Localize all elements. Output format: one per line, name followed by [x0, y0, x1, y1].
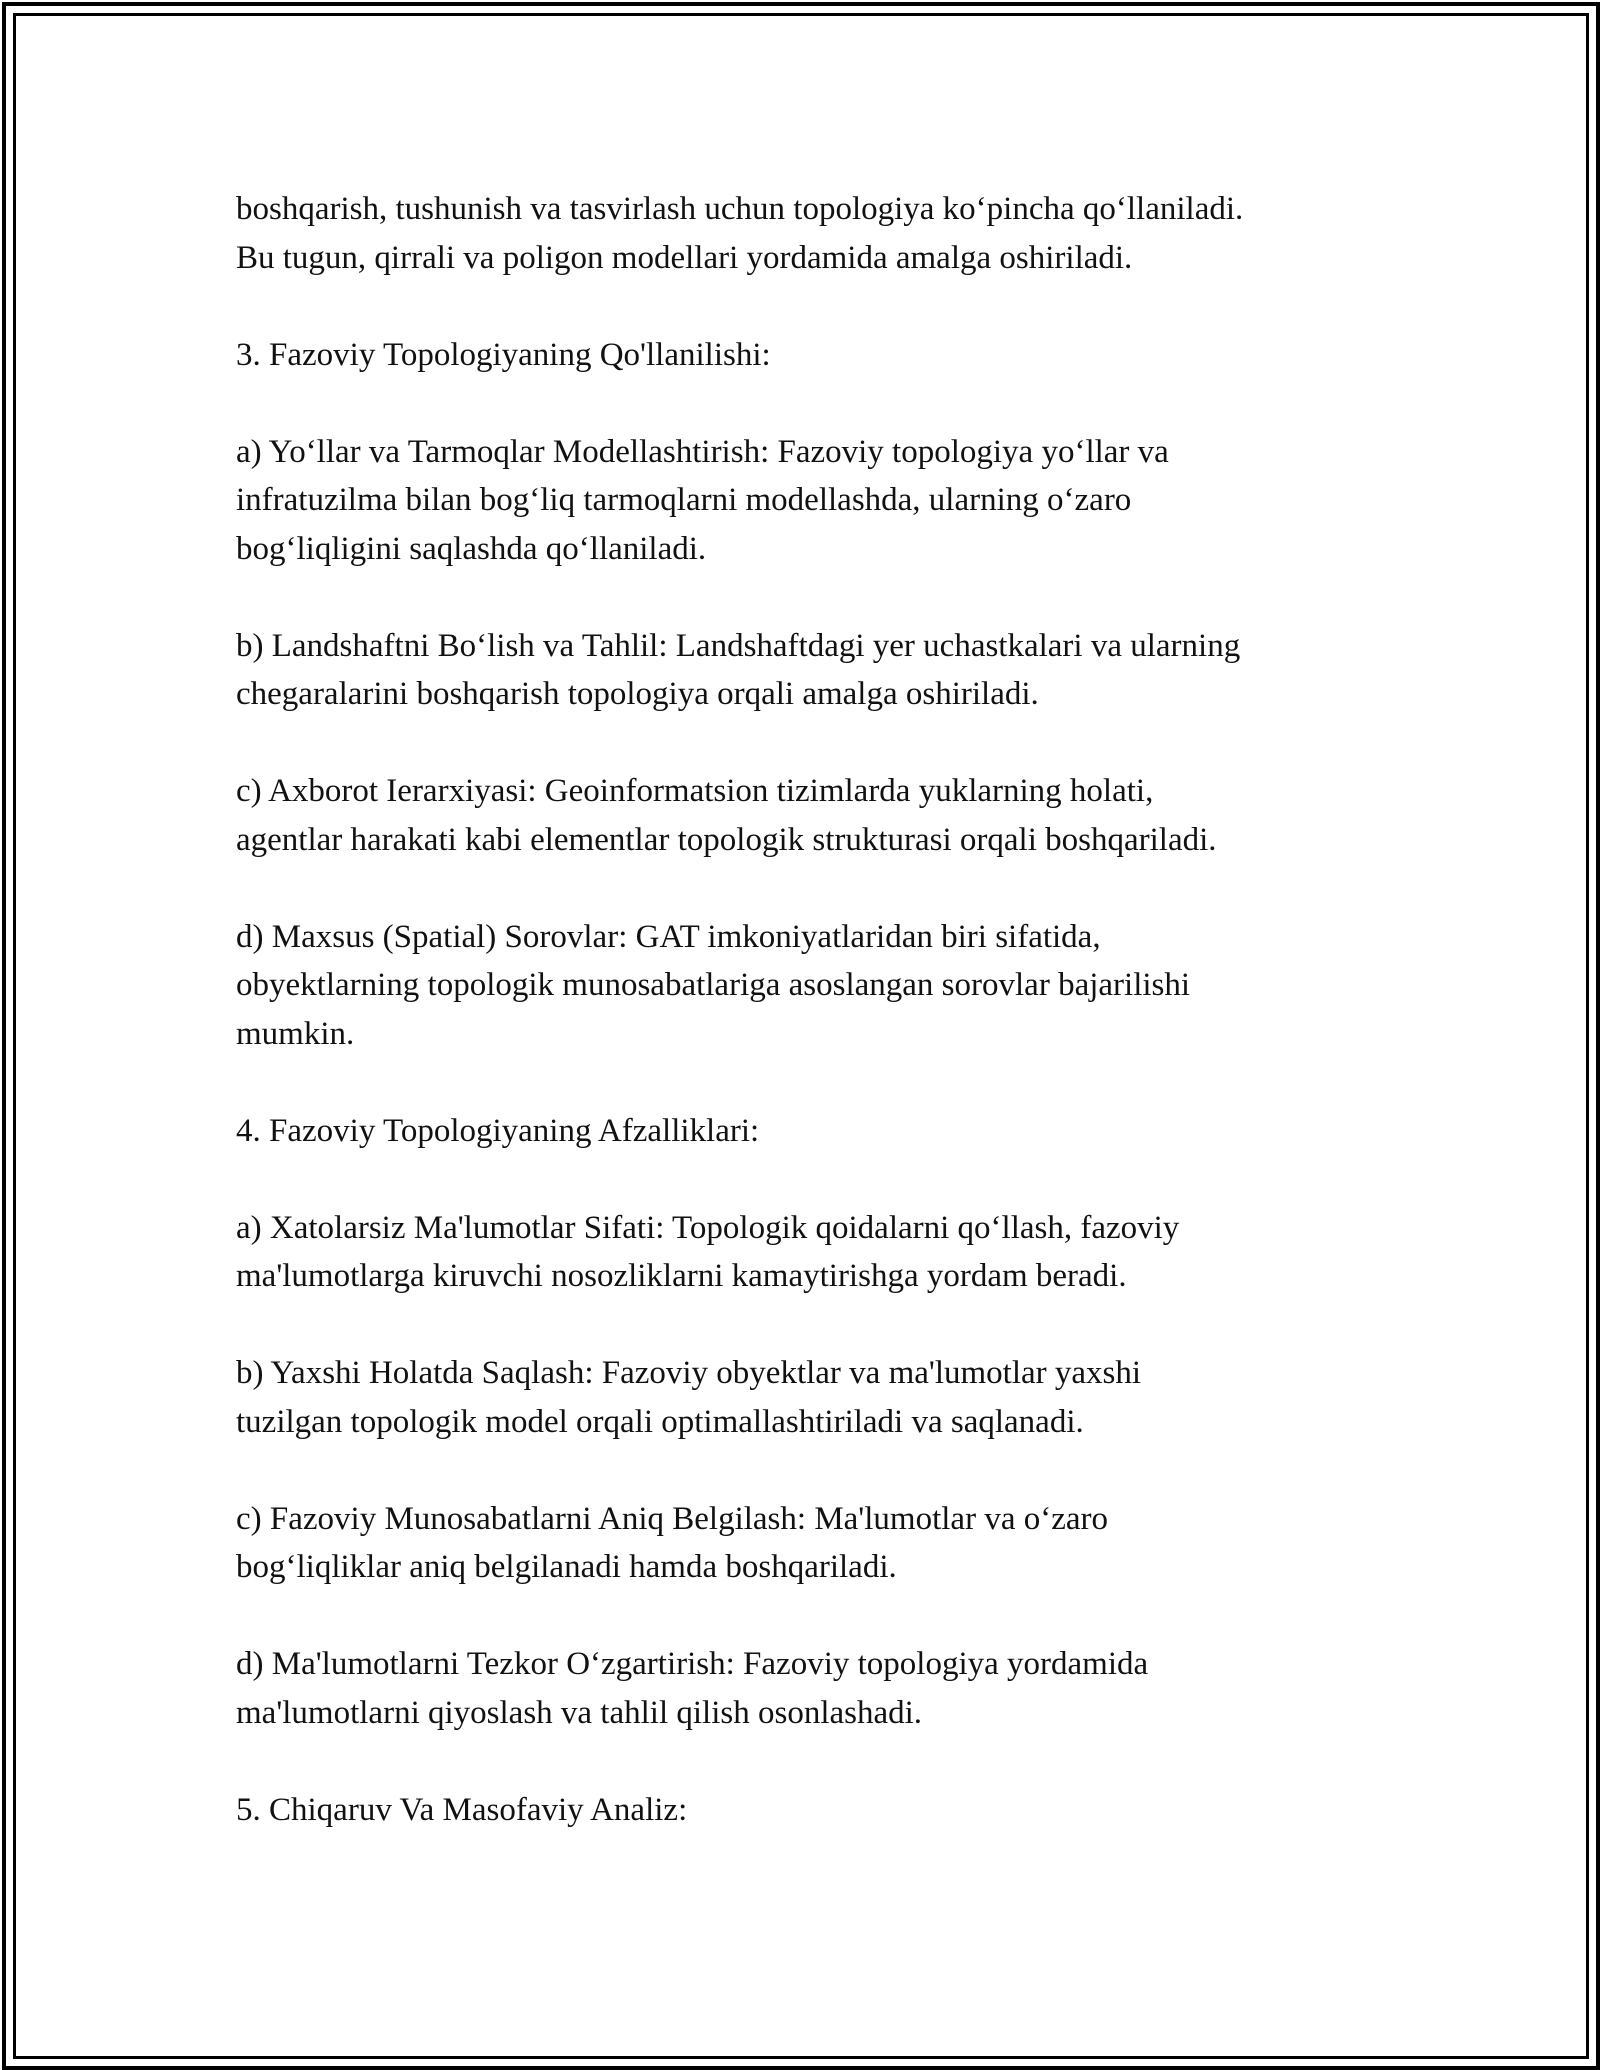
document-body	[236, 185, 1386, 1883]
paragraph-4d: d) Ma'lumotlarni Tezkor O‘zgartirish: Fazoviy topologiya yordamida ma'lumotlarni qiyoslash va tahlil qilish osonlashadi.	[236, 1646, 1149, 1731]
paragraph-4a: a) Xatolarsiz Ma'lumotlar Sifati: Topologik qoidalarni qo‘llash, fazoviy ma'lumotlarga kiruvchi nosozliklarni kamaytirishga yordam beradi.	[236, 1209, 1180, 1294]
section-heading-3: 3. Fazoviy Topologiyaning Qo'llanilishi:	[236, 336, 771, 373]
section-heading-5: 5. Chiqaruv Va Masofaviy Analiz:	[236, 1791, 688, 1828]
paragraph-4b: b) Yaxshi Holatda Saqlash: Fazoviy obyektlar va ma'lumotlar yaxshi tuzilgan topologik model orqali optimallashtiriladi va saqlanadi.	[236, 1355, 1142, 1440]
paragraph-3c: c) Axborot Ierarxiyasi: Geoinformatsion tizimlarda yuklarning holati, agentlar harakati kabi elementlar topologik strukturasi orqali boshqariladi.	[236, 773, 1217, 858]
paragraph-3a: a) Yo‘llar va Tarmoqlar Modellashtirish: Fazoviy topologiya yo‘llar va infratuzilma bilan bog‘liq tarmoqlarni modellashda, ularning o‘zaro bog‘liqligini saqlashda qo‘llaniladi.	[236, 433, 1169, 567]
paragraph-4c: c) Fazoviy Munosabatlarni Aniq Belgilash: Ma'lumotlar va o‘zaro bog‘liqliklar aniq belgilanadi hamda boshqariladi.	[236, 1500, 1108, 1585]
paragraph-intro-continuation: boshqarish, tushunish va tasvirlash uchun topologiya ko‘pincha qo‘llaniladi. Bu tugun, qirrali va poligon modellari yordamida amalga oshiriladi.	[236, 191, 1244, 276]
paragraph-3d: d) Maxsus (Spatial) Sorovlar: GAT imkoniyatlaridan biri sifatida, obyektlarning topologik munosabatlariga asoslangan sorovlar bajarilishi mumkin.	[236, 918, 1191, 1052]
section-heading-4: 4. Fazoviy Topologiyaning Afzalliklari:	[236, 1112, 760, 1149]
paragraph-3b: b) Landshaftni Bo‘lish va Tahlil: Landshaftdagi yer uchastkalari va ularning chegaralarini boshqarish topologiya orqali amalga oshiriladi.	[236, 627, 1241, 712]
